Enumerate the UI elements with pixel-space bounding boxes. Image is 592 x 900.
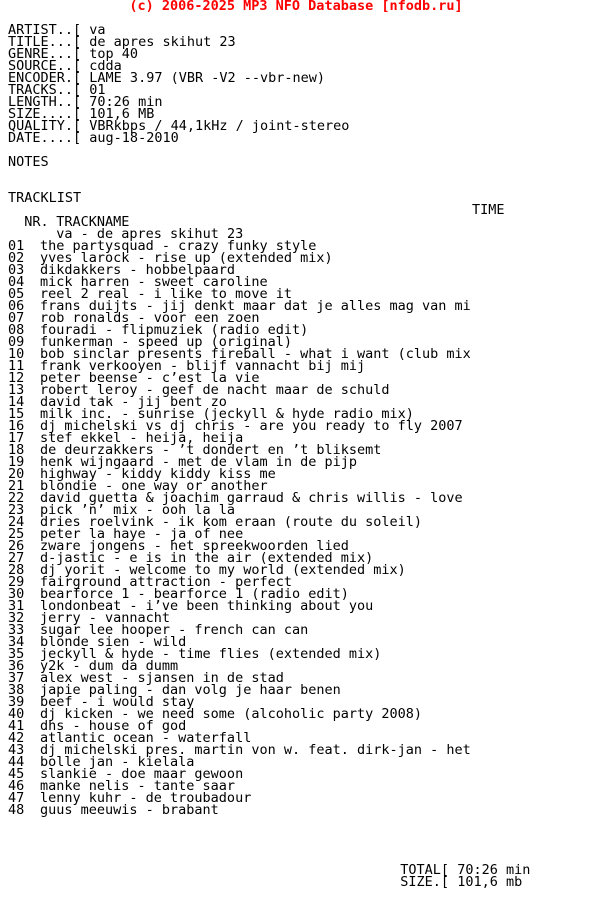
track-name: japie paling - dan volg je haar benen [40, 682, 341, 698]
track-name: rob ronalds - voor een zoen [40, 310, 260, 326]
track-name: dj yorit - welcome to my world (extended mix) [40, 562, 406, 578]
track-number: 04 [8, 274, 25, 290]
track-number: 32 [8, 610, 25, 626]
track-number: 02 [8, 250, 25, 266]
track-name: fouradi - flipmuziek (radio edit) [40, 322, 309, 338]
track-number: 33 [8, 622, 25, 638]
track-number: 03 [8, 262, 25, 278]
track-number: 29 [8, 574, 25, 590]
track-name: sugar lee hooper - french can can [40, 622, 309, 638]
track-number: 22 [8, 490, 25, 506]
info-value: top 40 [89, 46, 139, 62]
track-name: beef - i would stay [40, 694, 195, 710]
info-label: SOURCE..[ [8, 58, 82, 74]
track-name: milk inc. - sunrise (jeckyll & hyde radio mix) [40, 406, 414, 422]
info-label: QUALITY.[ [8, 118, 82, 134]
track-row [8, 804, 219, 816]
track-name: the partysquad - crazy funky style [40, 238, 317, 254]
track-name: frans duijts - jij denkt maar dat je alles mag van mi [40, 298, 471, 314]
info-label: ARTIST..[ [8, 22, 82, 38]
track-name: dikdakkers - hobbelpaard [40, 262, 236, 278]
track-name: bob sinclar presents fireball - what i want (club mix [40, 346, 471, 362]
footer-total [384, 852, 531, 878]
footer-total-label: TOTAL[ [400, 862, 450, 878]
track-name: dj kicken - we need some (alcoholic party 2008) [40, 706, 423, 722]
track-name: zware jongens - het spreekwoorden lied [40, 538, 349, 554]
track-name: blonde sien - wild [40, 634, 187, 650]
col-name-header: TRACKNAME [56, 214, 130, 230]
info-value: de apres skihut 23 [89, 34, 236, 50]
track-name: londonbeat - i’ve been thinking about you [40, 598, 374, 614]
track-number: 28 [8, 562, 25, 578]
track-number: 35 [8, 646, 25, 662]
track-name: blondie - one way or another [40, 478, 268, 494]
info-label: TRACKS..[ [8, 82, 82, 98]
track-number: 34 [8, 634, 25, 650]
track-number: 21 [8, 478, 25, 494]
track-name: robert leroy - geef de nacht maar de schuld [40, 382, 390, 398]
track-number: 39 [8, 694, 25, 710]
track-name: highway - kiddy kiddy kiss me [40, 466, 276, 482]
track-number: 40 [8, 706, 25, 722]
track-name: david guetta & joachim garraud & chris willis - love [40, 490, 463, 506]
info-value: aug-18-2010 [89, 130, 179, 146]
track-number: 47 [8, 790, 25, 806]
track-number: 31 [8, 598, 25, 614]
info-value: VBRkbps / 44,1kHz / joint-stereo [89, 118, 350, 134]
footer-size-value: 101,6 mb [457, 874, 523, 890]
track-number: 36 [8, 658, 25, 674]
info-row [8, 132, 179, 144]
track-number: 19 [8, 454, 25, 470]
track-number: 01 [8, 238, 25, 254]
track-number: 48 [8, 802, 25, 818]
track-number: 11 [8, 358, 25, 374]
track-name: frank verkooyen - blijf vannacht bij mij [40, 358, 366, 374]
col-nr-header: NR. [24, 214, 49, 230]
track-name: yves larock - rise up (extended mix) [40, 250, 333, 266]
track-name: funkerman - speed up (original) [40, 334, 292, 350]
track-name: alex west - sjansen in de stad [40, 670, 284, 686]
track-name: slankie - doe maar gewoon [40, 766, 244, 782]
footer-total-value: 70:26 min [457, 862, 531, 878]
info-label: GENRE...[ [8, 46, 82, 62]
track-number: 18 [8, 442, 25, 458]
track-number: 10 [8, 346, 25, 362]
track-number: 30 [8, 586, 25, 602]
track-number: 27 [8, 550, 25, 566]
track-number: 09 [8, 334, 25, 350]
album-line-text: va - de apres skihut 23 [56, 226, 244, 242]
info-label: DATE....[ [8, 130, 82, 146]
track-name: peter beense - c’est la vie [40, 370, 260, 386]
track-number: 26 [8, 538, 25, 554]
info-value: 01 [89, 82, 106, 98]
track-number: 20 [8, 466, 25, 482]
footer-size [384, 864, 523, 890]
track-name: jerry - vannacht [40, 610, 171, 626]
col-time-header: TIME [472, 202, 505, 218]
track-name: manke nelis - tante saar [40, 778, 236, 794]
track-name: stef ekkel - heija, heija [40, 430, 244, 446]
track-number: 05 [8, 286, 25, 302]
track-name: dj michelski pres. martin von w. feat. dirk-jan - het [40, 742, 471, 758]
track-number: 17 [8, 430, 25, 446]
track-number: 42 [8, 730, 25, 746]
track-name: dries roelvink - ik kom eraan (route du soleil) [40, 514, 423, 530]
info-value: 101,6 MB [89, 106, 155, 122]
track-name: d-jastic - e is in the air (extended mix) [40, 550, 374, 566]
track-number: 16 [8, 418, 25, 434]
track-name: pick ’n’ mix - ooh la la [40, 502, 236, 518]
track-number: 23 [8, 502, 25, 518]
track-number: 13 [8, 382, 25, 398]
track-name: bolle jan - kielala [40, 754, 195, 770]
track-name: guus meeuwis - brabant [40, 802, 219, 818]
track-name: fairground attraction - perfect [40, 574, 292, 590]
track-name: henk wijngaard - met de vlam in de pijp [40, 454, 357, 470]
track-number: 37 [8, 670, 25, 686]
track-number: 41 [8, 718, 25, 734]
track-name: de deurzakkers - ’t dondert en ’t bliksemt [40, 442, 382, 458]
info-label: LENGTH..[ [8, 94, 82, 110]
track-number: 45 [8, 766, 25, 782]
track-number: 43 [8, 742, 25, 758]
track-name: reel 2 real - i like to move it [40, 286, 292, 302]
track-number: 06 [8, 298, 25, 314]
track-number: 15 [8, 406, 25, 422]
track-name: david tak - jij bent zo [40, 394, 227, 410]
track-number: 14 [8, 394, 25, 410]
track-name: peter la haye - ja of nee [40, 526, 244, 542]
track-name: lenny kuhr - de troubadour [40, 790, 252, 806]
track-number: 12 [8, 370, 25, 386]
album-line [8, 216, 244, 242]
tracklist-heading: TRACKLIST [8, 190, 82, 206]
track-number: 08 [8, 322, 25, 338]
track-name: mick harren - sweet caroline [40, 274, 268, 290]
info-label: SIZE....[ [8, 106, 82, 122]
track-number: 25 [8, 526, 25, 542]
track-number: 24 [8, 514, 25, 530]
track-name: bearforce 1 - bearforce 1 (radio edit) [40, 586, 349, 602]
info-label: ENCODER.[ [8, 70, 82, 86]
track-name: dj michelski vs dj chris - are you ready to fly 2007 [40, 418, 463, 434]
info-value: cdda [89, 58, 122, 74]
notes-heading: NOTES [8, 154, 49, 170]
info-value: LAME 3.97 (VBR -V2 --vbr-new) [89, 70, 325, 86]
track-name: atlantic ocean - waterfall [40, 730, 252, 746]
info-value: 70:26 min [89, 94, 163, 110]
track-number: 38 [8, 682, 25, 698]
track-name: y2k - dum da dumm [40, 658, 179, 674]
track-number: 46 [8, 778, 25, 794]
track-name: jeckyll & hyde - time flies (extended mix) [40, 646, 382, 662]
info-value: va [89, 22, 106, 38]
track-name: dhs - house of god [40, 718, 187, 734]
track-number: 07 [8, 310, 25, 326]
track-number: 44 [8, 754, 25, 770]
info-label: TITLE...[ [8, 34, 82, 50]
footer-size-label: SIZE.[ [400, 874, 450, 890]
banner: (c) 2006-2025 MP3 NFO Database [nfodb.ru] [129, 0, 463, 14]
